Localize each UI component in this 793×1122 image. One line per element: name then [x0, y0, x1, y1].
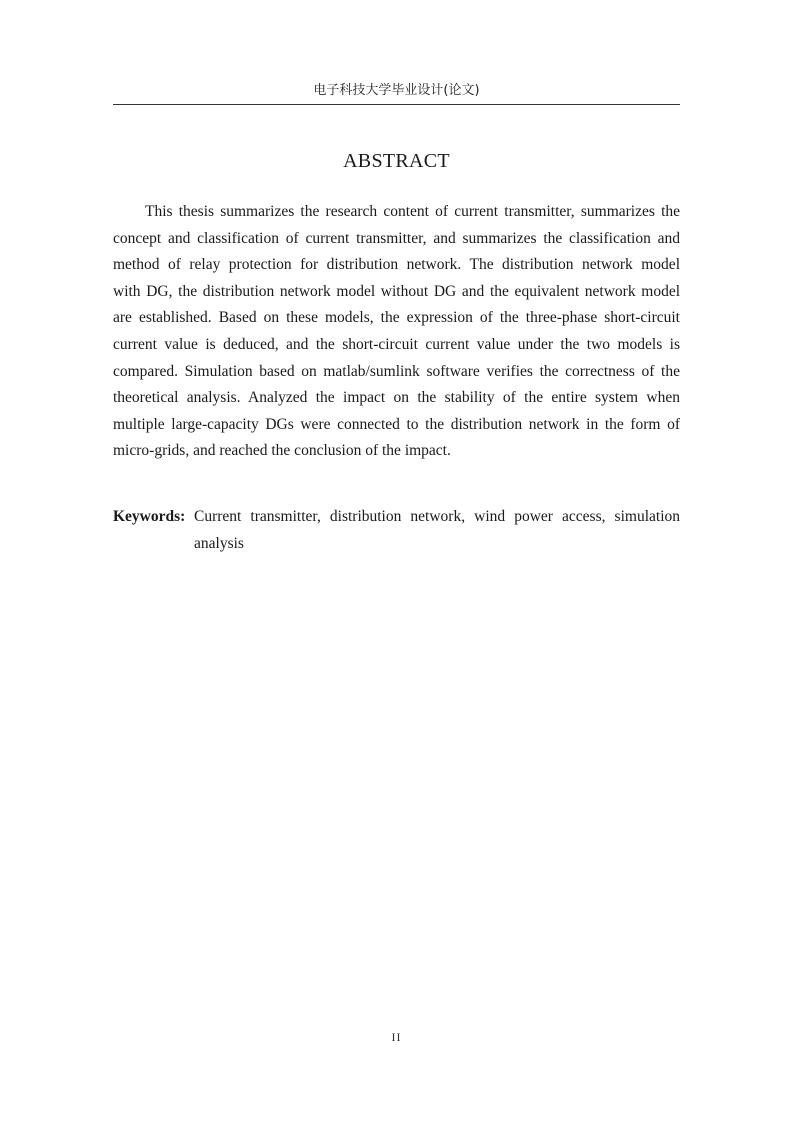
abstract-line: This thesis summarizes the research content of current transmitter, summarizes the: [145, 203, 680, 220]
page-number: II: [391, 1030, 402, 1044]
abstract-line: compared. Simulation based on matlab/sumlink software verifies the correctness of the: [113, 362, 680, 380]
abstract-line: are established. Based on these models, the expression of the three-phase short-circuit: [113, 309, 680, 327]
abstract-line: theoretical analysis. Analyzed the impact on the stability of the entire system when: [113, 389, 680, 407]
header-rule: [113, 104, 680, 105]
abstract-line: with DG, the distribution network model without DG and the equivalent network model: [113, 282, 680, 300]
running-header: 电子科技大学毕业设计(论文): [313, 83, 480, 98]
abstract-heading: ABSTRACT: [343, 150, 450, 172]
abstract-line: method of relay protection for distribution network. The distribution network model: [113, 256, 680, 274]
abstract-paragraph: [113, 199, 680, 465]
keywords-line: Current transmitter, distribution network, wind power access, simulation: [194, 508, 680, 525]
abstract-line: concept and classification of current transmitter, and summarizes the classification and: [113, 229, 680, 247]
abstract-line: current value is deduced, and the short-circuit current value under the two models is: [113, 335, 680, 353]
abstract-line: multiple large-capacity DGs were connected to the distribution network in the form of: [113, 415, 680, 433]
keywords-line: analysis: [194, 534, 244, 552]
keywords-list: [194, 504, 680, 557]
keywords-label: Keywords:: [113, 508, 186, 525]
abstract-line: micro-grids, and reached the conclusion of the impact.: [113, 442, 451, 460]
